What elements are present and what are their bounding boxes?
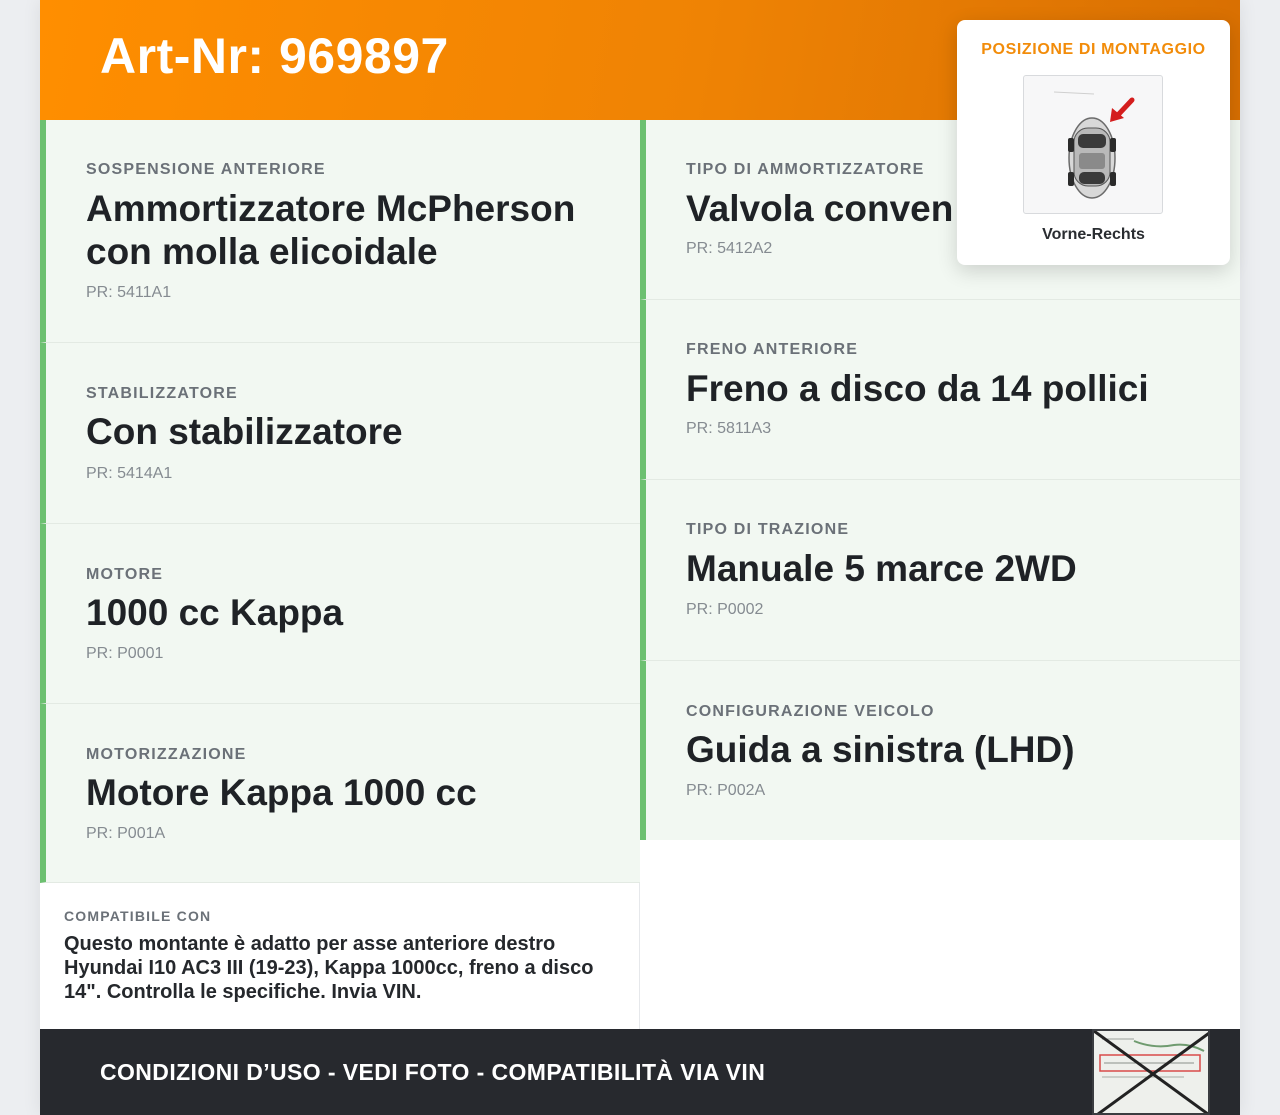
mounting-position-caption: Vorne-Rechts bbox=[1042, 226, 1145, 243]
spec-label: STABILIZZATORE bbox=[86, 385, 238, 402]
spec-pr-code: PR: 5811A3 bbox=[686, 420, 772, 437]
spec-pr-code: PR: 5414A1 bbox=[86, 465, 173, 482]
spec-card-front-suspension bbox=[40, 120, 640, 343]
spec-pr-code: PR: P0002 bbox=[686, 601, 764, 618]
document-thumbnail-icon[interactable] bbox=[1092, 1029, 1210, 1115]
spec-label: FRENO ANTERIORE bbox=[686, 341, 859, 358]
spec-card-motorization bbox=[40, 704, 640, 883]
spec-value: Con stabilizzatore bbox=[86, 411, 403, 452]
spec-card-vehicle-config bbox=[640, 661, 1240, 840]
spec-value: Freno a disco da 14 pollici bbox=[686, 368, 1149, 409]
spec-pr-code: PR: P0001 bbox=[86, 645, 164, 662]
car-top-view-icon bbox=[1024, 76, 1162, 213]
spec-value: 1000 cc Kappa bbox=[86, 592, 344, 633]
article-number-title: Art-Nr: 969897 bbox=[100, 28, 449, 84]
footer-conditions-text: CONDIZIONI D’USO - VEDI FOTO - COMPATIBILITÀ VIA VIN bbox=[100, 1059, 766, 1085]
spec-label: CONFIGURAZIONE VEICOLO bbox=[686, 703, 935, 720]
car-position-image bbox=[1023, 75, 1163, 214]
mounting-position-title: POSIZIONE DI MONTAGGIO bbox=[981, 41, 1206, 58]
spec-label: SOSPENSIONE ANTERIORE bbox=[86, 161, 326, 178]
mounting-position-popup bbox=[957, 20, 1230, 265]
document-thumbnail-graphic bbox=[1094, 1031, 1210, 1115]
compatibility-text: Questo montante è adatto per asse anteriore destro Hyundai I10 AC3 III (19-23), Kappa 1000cc, freno a disco 14". Controlla le specifiche. Invia VIN. bbox=[64, 933, 594, 1003]
spec-label: TIPO DI TRAZIONE bbox=[686, 521, 850, 538]
spec-value: Ammortizzatore McPherson con molla elicoidale bbox=[86, 188, 576, 272]
compatibility-section bbox=[40, 883, 640, 1029]
spec-value: Valvola conven bbox=[686, 188, 954, 229]
spec-pr-code: PR: P001A bbox=[86, 825, 166, 842]
spec-label: TIPO DI AMMORTIZZATORE bbox=[686, 161, 925, 178]
spec-pr-code: PR: 5411A1 bbox=[86, 284, 172, 301]
compatibility-label: COMPATIBILE CON bbox=[64, 908, 212, 924]
spec-card-engine bbox=[40, 524, 640, 704]
spec-value: Manuale 5 marce 2WD bbox=[686, 548, 1077, 589]
spec-value: Motore Kappa 1000 cc bbox=[86, 772, 477, 813]
spec-pr-code: PR: P002A bbox=[686, 782, 766, 799]
spec-value: Guida a sinistra (LHD) bbox=[686, 729, 1075, 770]
spec-card-front-brake bbox=[640, 300, 1240, 480]
spec-label: MOTORE bbox=[86, 566, 164, 583]
spec-card-drive-type bbox=[640, 480, 1240, 661]
footer-bar bbox=[40, 1029, 1240, 1115]
spec-card-stabilizer bbox=[40, 343, 640, 524]
spec-pr-code: PR: 5412A2 bbox=[686, 240, 773, 257]
left-spec-column bbox=[40, 120, 640, 883]
spec-label: MOTORIZZAZIONE bbox=[86, 746, 247, 763]
